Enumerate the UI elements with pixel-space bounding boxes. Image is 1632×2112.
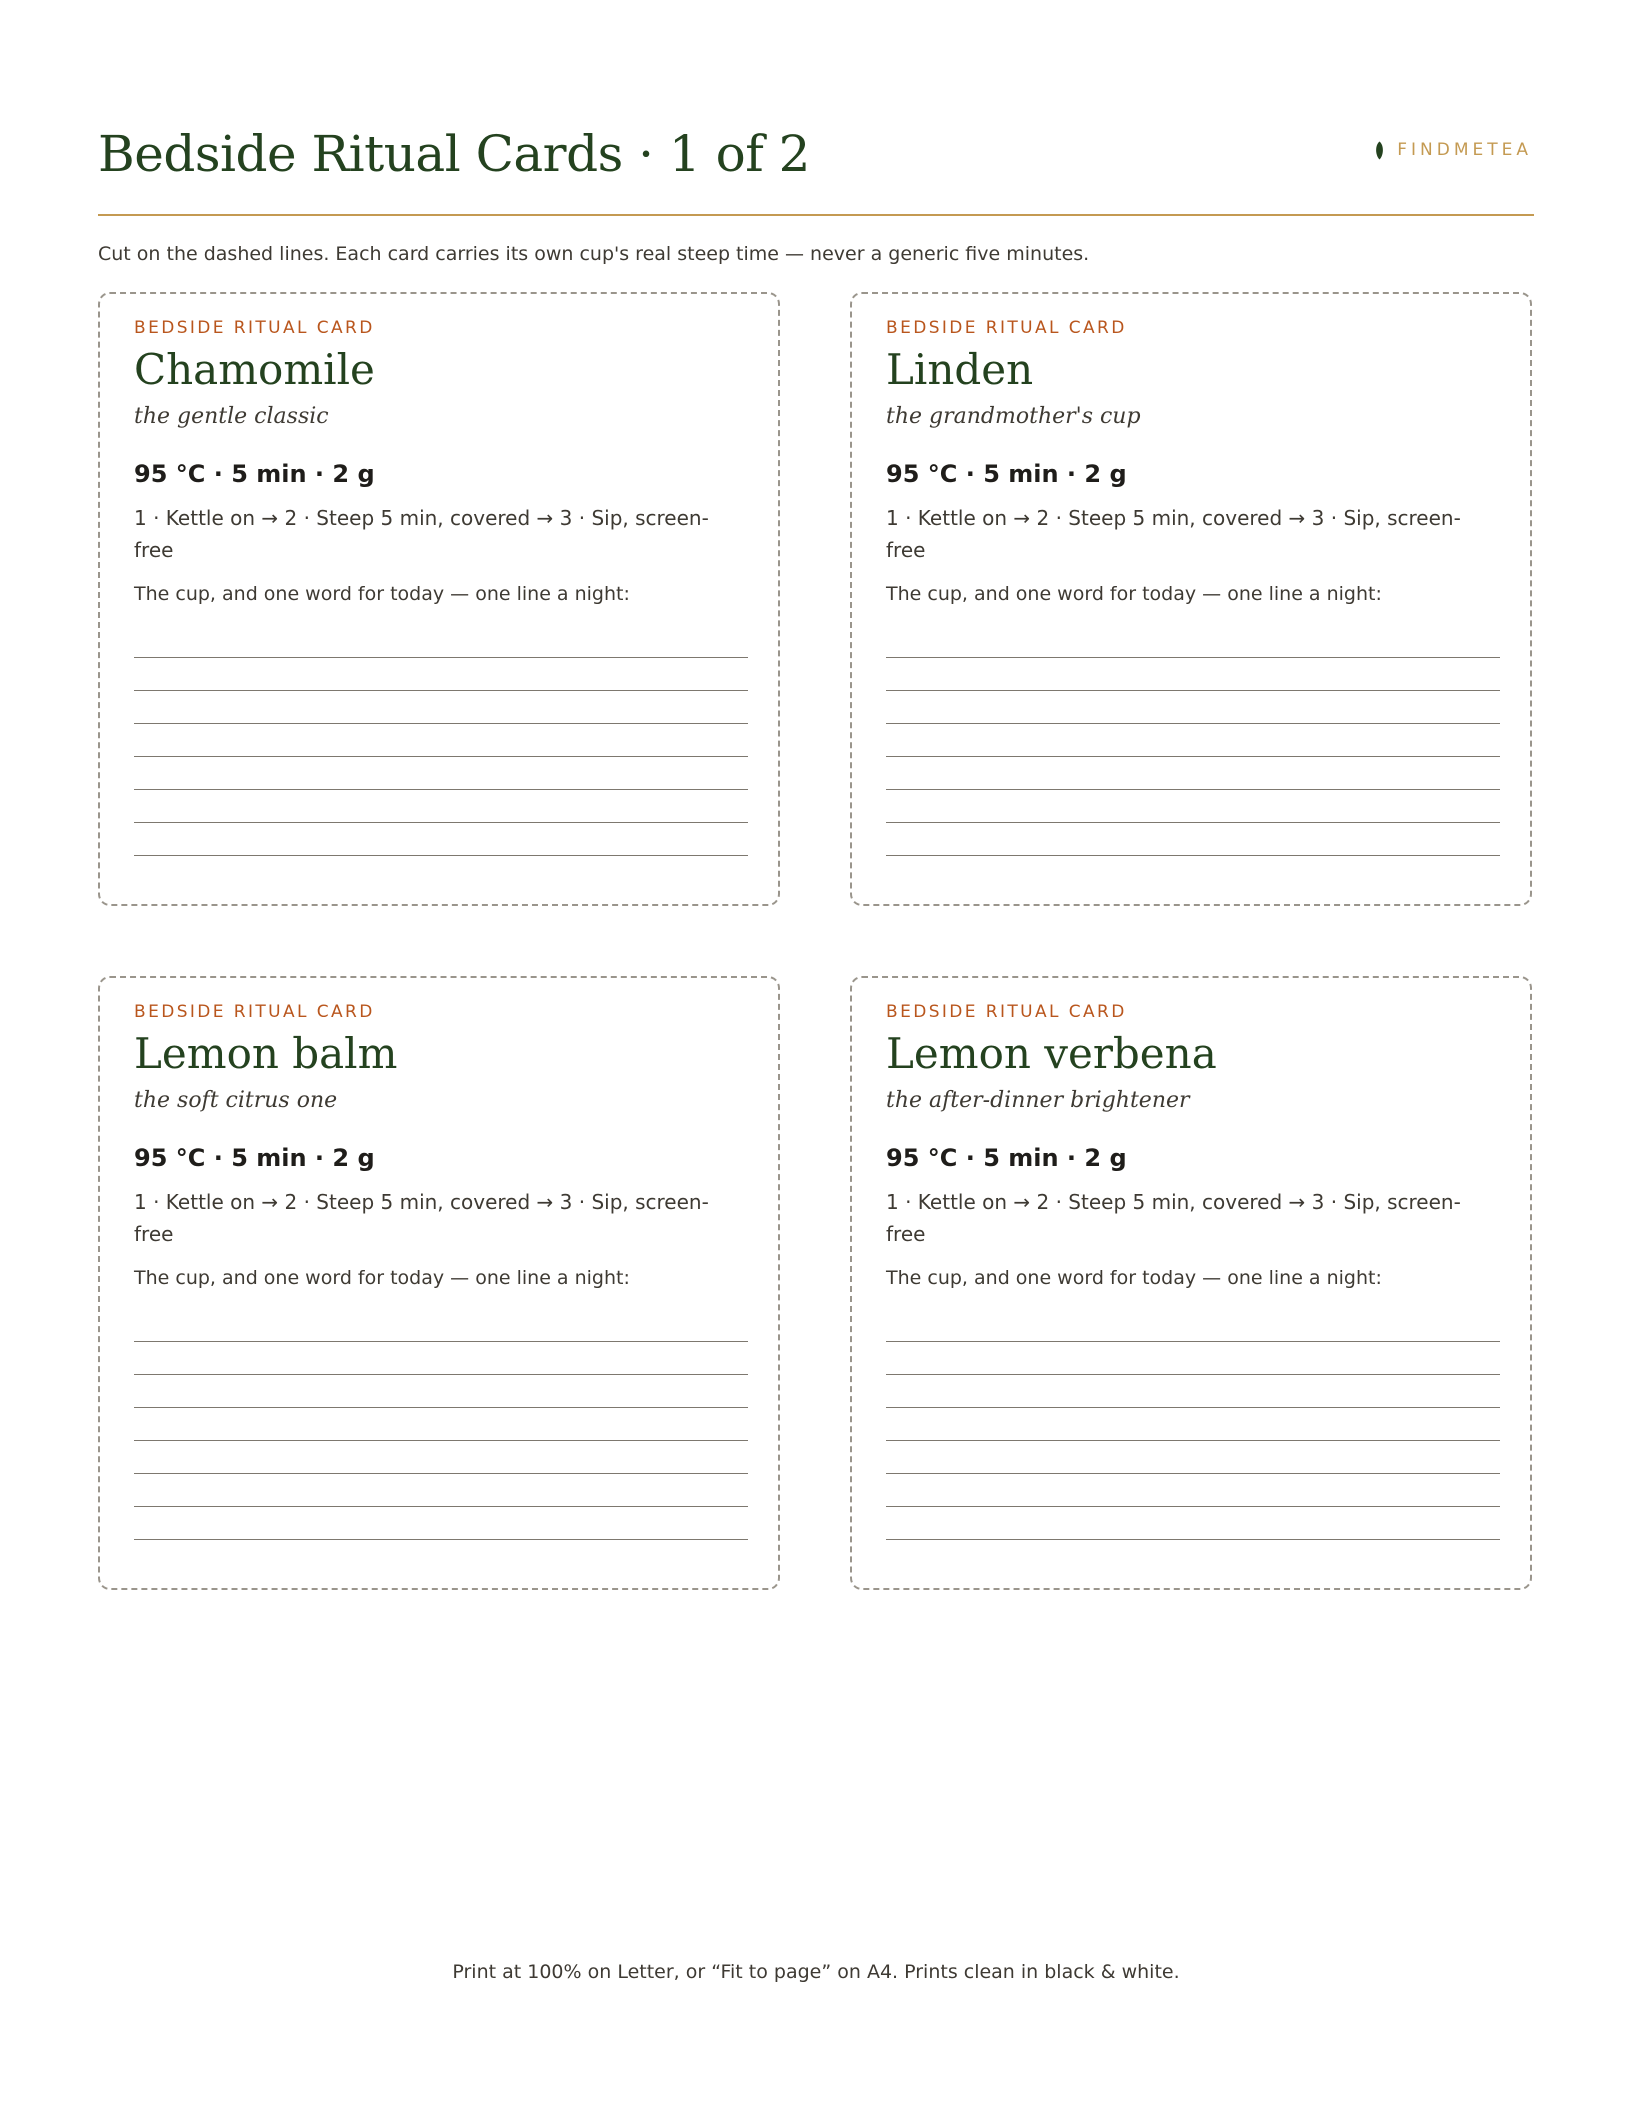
ritual-card-lemon-verbena <box>850 976 1532 1590</box>
card-tea-name: Lemon balm <box>134 1029 398 1078</box>
cut-instructions: Cut on the dashed lines. Each card carries its own cup's real steep time — never a generic five minutes. <box>98 243 1090 265</box>
brand-mark <box>1374 138 1532 162</box>
journal-line <box>886 618 1500 658</box>
journal-line <box>886 1408 1500 1441</box>
journal-line <box>134 1474 748 1507</box>
journal-line <box>886 790 1500 823</box>
journal-line <box>134 618 748 658</box>
card-steps: 1 · Kettle on → 2 · Steep 5 min, covered → 3 · Sip, screen-free <box>886 506 1461 562</box>
ritual-card-lemon-balm <box>98 976 780 1590</box>
journal-line <box>134 1441 748 1474</box>
journal-line <box>886 1441 1500 1474</box>
page-header <box>98 118 1534 216</box>
card-journal-prompt: The cup, and one word for today — one line a night: <box>886 1267 1382 1289</box>
journal-line <box>886 691 1500 724</box>
ritual-card-chamomile <box>98 292 780 906</box>
card-tagline: the after-dinner brightener <box>886 1088 1190 1113</box>
journal-line <box>134 823 748 856</box>
journal-line <box>886 1375 1500 1408</box>
card-tea-name: Linden <box>886 345 1034 394</box>
printable-page <box>98 0 1534 2112</box>
journal-line <box>134 1302 748 1342</box>
card-steps: 1 · Kettle on → 2 · Steep 5 min, covered → 3 · Sip, screen-free <box>886 1190 1461 1246</box>
journal-line <box>134 1507 748 1540</box>
card-kicker: BEDSIDE RITUAL CARD <box>886 318 1127 338</box>
card-tea-name: Lemon verbena <box>886 1029 1217 1078</box>
journal-line <box>134 1375 748 1408</box>
journal-line <box>886 724 1500 757</box>
card-tagline: the soft citrus one <box>134 1088 338 1113</box>
journal-lines <box>886 618 1500 856</box>
journal-lines <box>886 1302 1500 1540</box>
journal-line <box>886 1474 1500 1507</box>
journal-line <box>134 691 748 724</box>
card-kicker: BEDSIDE RITUAL CARD <box>134 1002 375 1022</box>
journal-line <box>886 1342 1500 1375</box>
journal-lines <box>134 618 748 856</box>
journal-line <box>134 724 748 757</box>
journal-line <box>134 790 748 823</box>
card-brew-specs: 95 °C · 5 min · 2 g <box>886 460 1127 488</box>
journal-line <box>134 1342 748 1375</box>
journal-line <box>886 1507 1500 1540</box>
card-steps: 1 · Kettle on → 2 · Steep 5 min, covered → 3 · Sip, screen-free <box>134 1190 709 1246</box>
page-title: Bedside Ritual Cards · 1 of 2 <box>98 125 810 183</box>
card-journal-prompt: The cup, and one word for today — one line a night: <box>134 583 630 605</box>
card-journal-prompt: The cup, and one word for today — one line a night: <box>886 583 1382 605</box>
ritual-card-linden <box>850 292 1532 906</box>
card-tagline: the grandmother's cup <box>886 404 1141 429</box>
leaf-icon <box>1374 141 1385 160</box>
card-steps: 1 · Kettle on → 2 · Steep 5 min, covered → 3 · Sip, screen-free <box>134 506 709 562</box>
journal-line <box>886 1302 1500 1342</box>
card-tea-name: Chamomile <box>134 345 375 394</box>
journal-line <box>886 823 1500 856</box>
card-brew-specs: 95 °C · 5 min · 2 g <box>886 1144 1127 1172</box>
card-brew-specs: 95 °C · 5 min · 2 g <box>134 460 375 488</box>
card-kicker: BEDSIDE RITUAL CARD <box>134 318 375 338</box>
journal-line <box>886 658 1500 691</box>
card-kicker: BEDSIDE RITUAL CARD <box>886 1002 1127 1022</box>
journal-line <box>886 757 1500 790</box>
card-journal-prompt: The cup, and one word for today — one line a night: <box>134 1267 630 1289</box>
journal-line <box>134 1408 748 1441</box>
brand-name: FINDMETEA <box>1397 140 1532 160</box>
journal-line <box>134 757 748 790</box>
card-brew-specs: 95 °C · 5 min · 2 g <box>134 1144 375 1172</box>
journal-line <box>134 658 748 691</box>
card-tagline: the gentle classic <box>134 404 329 429</box>
print-note: Print at 100% on Letter, or “Fit to page” on A4. Prints clean in black & white. <box>452 1961 1180 1983</box>
journal-lines <box>134 1302 748 1540</box>
